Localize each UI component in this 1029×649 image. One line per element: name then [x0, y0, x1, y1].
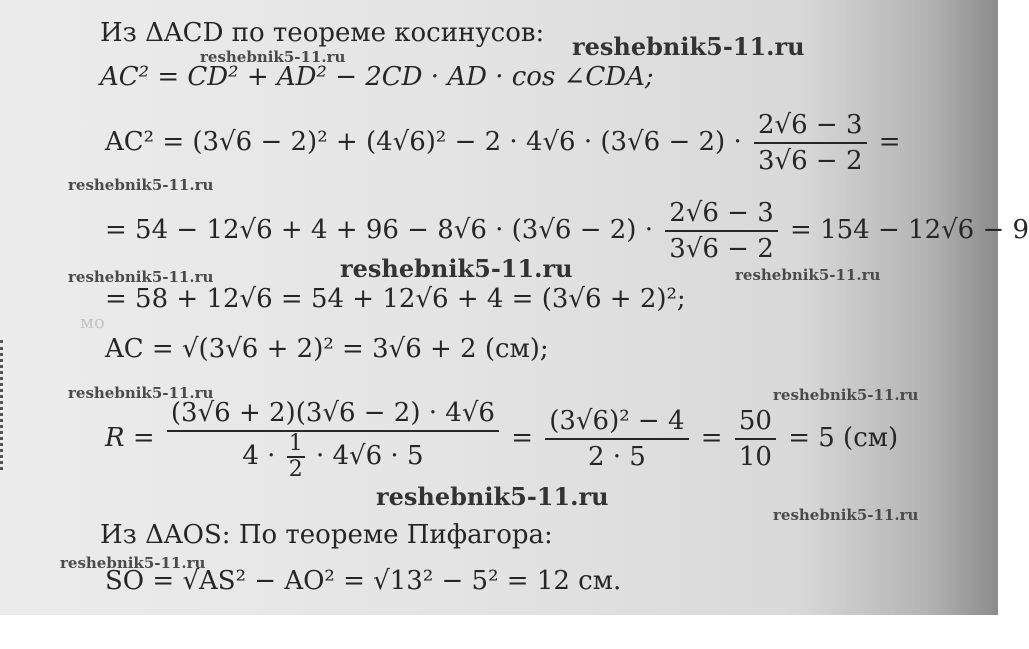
radius-result: = 5 (см): [788, 423, 899, 453]
expansion-rhs: = 154 − 12√6 − 9: [790, 215, 1029, 245]
so-computation: SO = √AS² − AO² = √13² − 5² = 12 см.: [105, 566, 622, 596]
radius-fraction-2-denominator: 2 · 5: [587, 442, 646, 472]
watermark: reshebnik5-11.ru: [572, 32, 805, 61]
one-half-fraction: [287, 432, 305, 482]
radius-fraction-1: [167, 396, 499, 482]
ac-squared-lhs: AC² = (3√6 − 2)² + (4√6)² − 2 · 4√6 · (3√6 − 2) ·: [105, 127, 742, 157]
heading-cosine-theorem: Из ΔACD по теореме косинусов:: [100, 18, 545, 48]
radius-fraction-2-numerator: (3√6)² − 4: [545, 404, 688, 440]
cosine-theorem-formula: AC² = CD² + AD² − 2CD · AD · cos ∠CDA;: [100, 62, 654, 92]
page-spine-edge: [0, 340, 8, 470]
watermark: reshebnik5-11.ru: [340, 254, 573, 283]
radius-fraction-3: [735, 404, 776, 474]
expansion-fraction: [665, 196, 778, 266]
radius-fraction-3-numerator: 50: [735, 404, 776, 440]
ac-squared-equals: =: [878, 127, 901, 157]
expansion-fraction-denominator: 3√6 − 2: [669, 234, 774, 264]
ac-value: AC = √(3√6 + 2)² = 3√6 + 2 (см);: [105, 334, 549, 364]
radius-fraction-3-denominator: 10: [738, 442, 772, 472]
one-half-numerator: 1: [288, 431, 303, 456]
watermark: reshebnik5-11.ru: [200, 48, 346, 66]
watermark: reshebnik5-11.ru: [68, 268, 214, 286]
cosine-fraction: [754, 108, 867, 178]
radius-lhs: R =: [105, 423, 155, 453]
bleed-through-text: мо: [80, 312, 105, 333]
watermark: reshebnik5-11.ru: [60, 554, 206, 572]
cosine-fraction-numerator: 2√6 − 3: [754, 108, 867, 144]
radius-computation: [105, 396, 898, 482]
radius-fraction-2: [545, 404, 688, 474]
radius-fraction-1-denominator: [238, 432, 427, 482]
heading-pythagoras: Из ΔAOS: По теореме Пифагора:: [100, 520, 553, 550]
watermark: reshebnik5-11.ru: [773, 386, 919, 404]
ac-squared-simplified: = 58 + 12√6 = 54 + 12√6 + 4 = (3√6 + 2)²;: [105, 284, 686, 314]
one-half-denominator: 2: [288, 457, 303, 482]
watermark: reshebnik5-11.ru: [68, 384, 214, 402]
radius-equals-2: =: [700, 423, 723, 453]
radius-equals-1: =: [511, 423, 534, 453]
watermark: reshebnik5-11.ru: [735, 266, 881, 284]
watermark: reshebnik5-11.ru: [376, 482, 609, 511]
ac-squared-substitution: [105, 108, 901, 178]
radius-denominator-part-b: · 4√6 · 5: [315, 441, 424, 471]
radius-denominator-part-a: 4 ·: [242, 441, 276, 471]
expansion-lhs: = 54 − 12√6 + 4 + 96 − 8√6 · (3√6 − 2) ·: [105, 215, 653, 245]
watermark: reshebnik5-11.ru: [68, 176, 214, 194]
cosine-fraction-denominator: 3√6 − 2: [758, 146, 863, 176]
watermark: reshebnik5-11.ru: [773, 506, 919, 524]
radius-fraction-1-numerator: (3√6 + 2)(3√6 − 2) · 4√6: [167, 396, 499, 432]
expansion-fraction-numerator: 2√6 − 3: [665, 196, 778, 232]
